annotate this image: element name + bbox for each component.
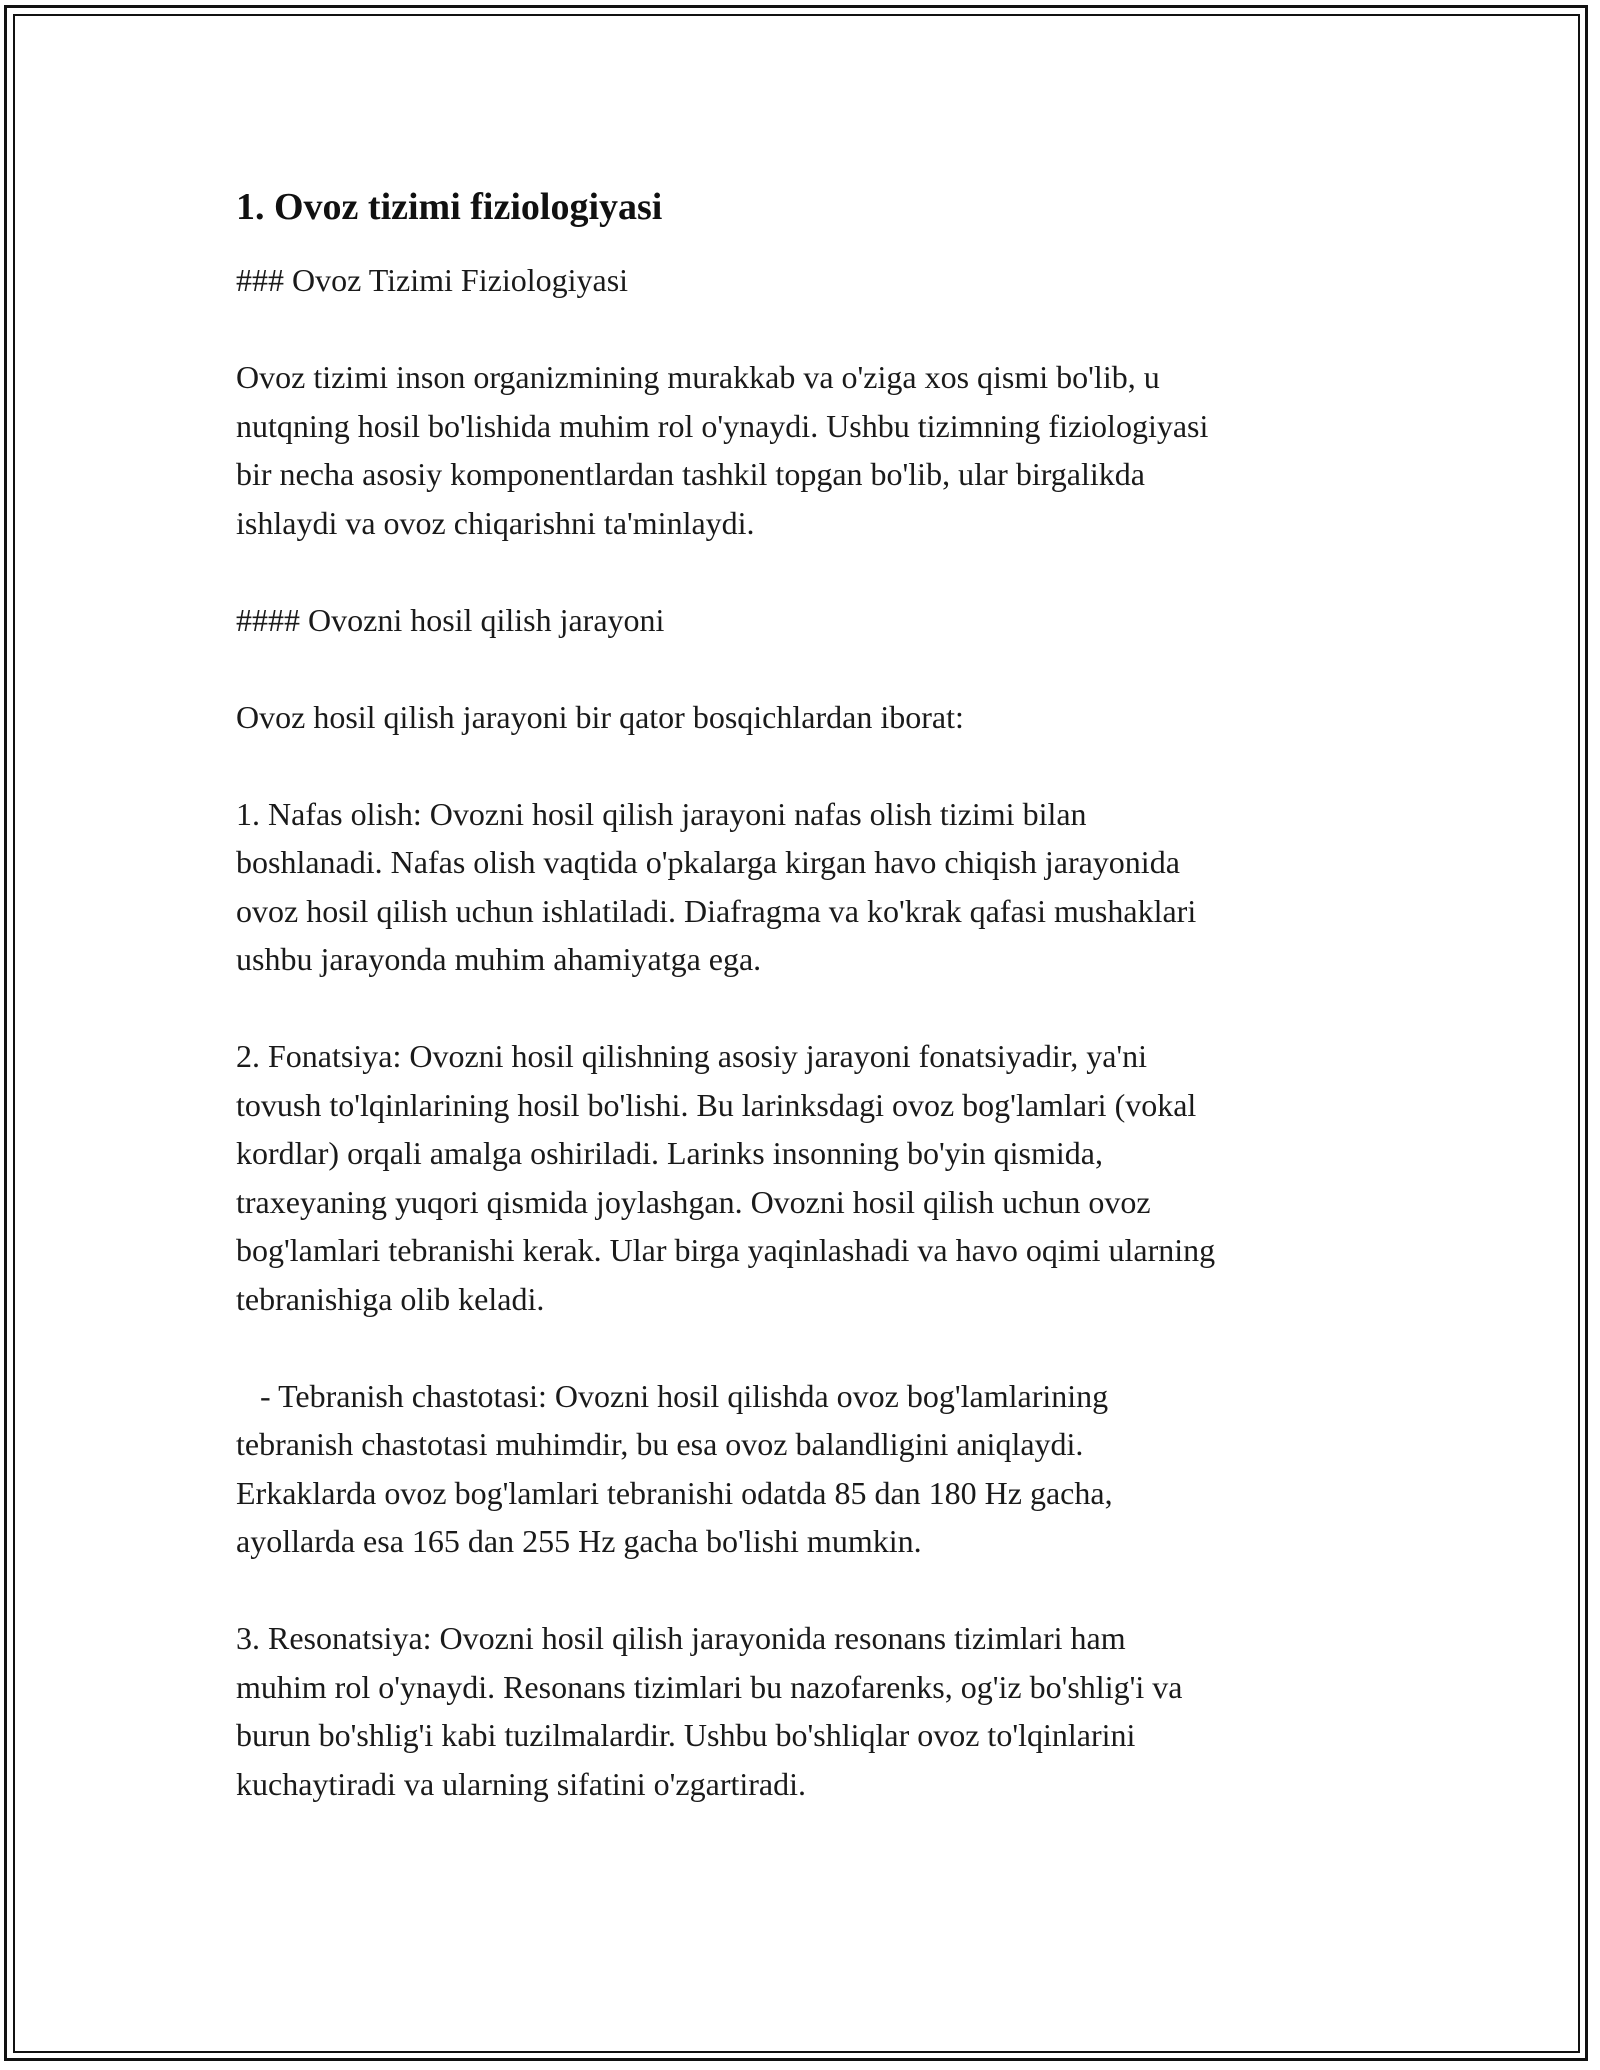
text-line: 2. Fonatsiya: Ovozni hosil qilishning asosiy jarayoni fonatsiyadir, ya'ni	[236, 1038, 1148, 1074]
subsection-heading: #### Ovozni hosil qilish jarayoni	[236, 601, 665, 638]
text-line: nutqning hosil bo'lishida muhim rol o'ynaydi. Ushbu tizimning fiziologiyasi	[236, 407, 1209, 444]
spacer	[236, 1566, 1376, 1615]
spacer	[236, 305, 1376, 354]
text-line: 3. Resonatsiya: Ovozni hosil qilish jarayonida resonans tizimlari ham	[236, 1620, 1126, 1656]
text-line: burun bo'shlig'i kabi tuzilmalardir. Ushbu bo'shliqlar ovoz to'lqinlarini	[236, 1717, 1136, 1753]
section-heading: ### Ovoz Tizimi Fiziologiyasi	[236, 262, 629, 298]
text-line: ishlaydi va ovoz chiqarishni ta'minlaydi.	[236, 504, 755, 541]
process-intro: Ovoz hosil qilish jarayoni bir qator bosqichlardan iborat:	[236, 698, 964, 735]
text-line: traxeyaning yuqori qismida joylashgan. Ovozni hosil qilish uchun ovoz	[236, 1183, 1151, 1220]
text-line: tebranish chastotasi muhimdir, bu esa ovoz balandligini aniqlaydi.	[236, 1426, 1084, 1462]
text-line: 1. Nafas olish: Ovozni hosil qilish jarayoni nafas olish tizimi bilan	[236, 795, 1087, 832]
step-breathing	[236, 790, 1376, 984]
text-line: bir necha asosiy komponentlardan tashkil topgan bo'lib, ular birgalikda	[236, 456, 1145, 492]
text-line: bog'lamlari tebranishi kerak. Ular birga yaqinlashadi va havo oqimi ularning	[236, 1232, 1216, 1268]
text-line: kordlar) orqali amalga oshiriladi. Larinks insonning bo'yin qismida,	[236, 1135, 1103, 1171]
text-line: Ovoz tizimi inson organizmining murakkab va o'ziga xos qismi bo'lib, u	[236, 359, 1160, 395]
spacer	[236, 547, 1376, 596]
text-line: boshlanadi. Nafas olish vaqtida o'pkalarga kirgan havo chiqish jarayonida	[236, 844, 1180, 880]
step-resonance	[236, 1614, 1376, 1808]
text-line: kuchaytiradi va ularning sifatini o'zgartiradi.	[236, 1765, 807, 1802]
text-line: Erkaklarda ovoz bog'lamlari tebranishi odatda 85 dan 180 Hz gacha,	[236, 1474, 1113, 1511]
text-line: tebranishiga olib keladi.	[236, 1280, 545, 1317]
text-line: - Tebranish chastotasi: Ovozni hosil qilishda ovoz bog'lamlarining	[236, 1377, 1109, 1414]
document-body	[236, 183, 1376, 1808]
spacer	[236, 984, 1376, 1033]
text-line: muhim rol o'ynaydi. Resonans tizimlari bu nazofarenks, og'iz bo'shlig'i va	[236, 1668, 1183, 1705]
intro-paragraph	[236, 353, 1376, 547]
text-line: ovoz hosil qilish uchun ishlatiladi. Diafragma va ko'krak qafasi mushaklari	[236, 892, 1197, 929]
text-line: tovush to'lqinlarining hosil bo'lishi. Bu larinksdagi ovoz bog'lamlari (vokal	[236, 1086, 1197, 1123]
sub-point-frequency	[236, 1372, 1376, 1566]
document-title: 1. Ovoz tizimi fiziologiyasi	[236, 186, 663, 228]
step-phonation	[236, 1032, 1376, 1323]
spacer	[236, 741, 1376, 790]
text-line: ushbu jarayonda muhim ahamiyatga ega.	[236, 941, 762, 977]
spacer	[236, 644, 1376, 693]
spacer	[236, 1323, 1376, 1372]
text-line: ayollarda esa 165 dan 255 Hz gacha bo'lishi mumkin.	[236, 1523, 922, 1559]
